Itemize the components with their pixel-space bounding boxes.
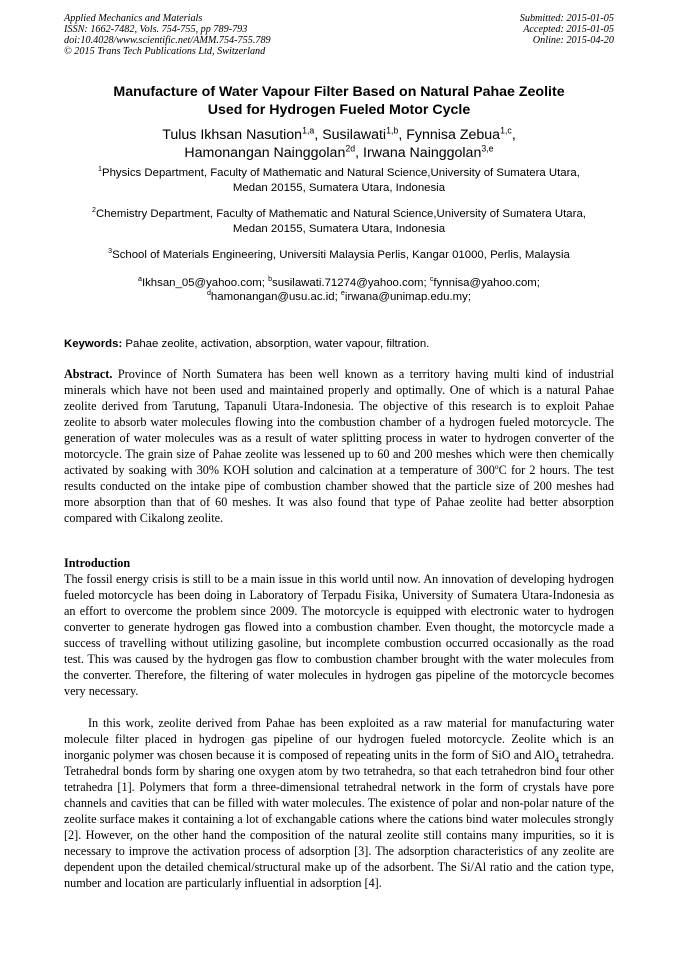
abstract-label: Abstract. xyxy=(64,367,113,381)
online-date: Online: 2015-04-20 xyxy=(532,35,614,46)
affiliation-2 xyxy=(40,207,638,237)
author-emails xyxy=(40,277,638,304)
doi-line: doi:10.4028/www.scientific.net/AMM.754-755.789 xyxy=(64,35,271,46)
affiliation-text: Medan 20155, Sumatera Utara, Indonesia xyxy=(232,223,446,235)
keywords-label: Keywords: xyxy=(64,338,123,350)
email-link[interactable]: hamonangan@usu.ac.id; xyxy=(210,290,341,303)
title-line-1: Manufacture of Water Vapour Filter Based on Natural Pahae Zeolite xyxy=(113,84,565,100)
email-link[interactable]: fynnisa@yahoo.com; xyxy=(433,277,540,289)
author-name: Susilawati xyxy=(322,127,387,143)
affiliation-text: Physics Department, Faculty of Mathematic and Natural Science,University of Sumatera Utara, xyxy=(101,167,580,179)
section-heading-introduction: Introduction xyxy=(64,556,131,570)
affiliation-1 xyxy=(40,166,638,196)
journal-header-left xyxy=(64,13,271,57)
author-affil-sup: 1,a xyxy=(302,125,315,136)
email-link[interactable]: susilawati.71274@yahoo.com; xyxy=(272,277,430,289)
journal-header-right xyxy=(520,13,614,46)
email-link[interactable]: Ikhsan_05@yahoo.com; xyxy=(141,277,269,289)
affiliation-3 xyxy=(40,248,638,263)
author-line-2 xyxy=(40,144,638,162)
abstract xyxy=(64,366,614,526)
abstract-text: C for 2 hours. The test results conducted on the intake pipe of combustion chamber showed that the particle size of 200 meshes had more absorption than that of 60 meshes. It was also found that type of Pahae zeolite had better absorption compared with Cikalong zeolite. xyxy=(64,463,614,525)
author-line-1 xyxy=(40,126,638,144)
author-list xyxy=(40,126,638,162)
affiliation-sup: 1 xyxy=(98,166,102,174)
keywords-text: Pahae zeolite, activation, absorption, water vapour, filtration. xyxy=(122,338,430,350)
affiliation-text: Chemistry Department, Faculty of Mathematic and Natural Science,University of Sumatera Utara, xyxy=(95,208,586,220)
author-affil-sup: 1,c xyxy=(500,125,512,136)
email-sup: e xyxy=(340,289,345,297)
author-affil-sup: 3,e xyxy=(481,143,494,154)
email-sup: d xyxy=(206,289,211,297)
copyright-line: © 2015 Trans Tech Publications Ltd, Switzerland xyxy=(64,46,266,57)
author-name: Hamonangan Nainggolan xyxy=(184,145,346,161)
title-line-2: Used for Hydrogen Fueled Motor Cycle xyxy=(207,102,471,118)
affiliation-sup: 3 xyxy=(108,248,113,256)
author-separator: , xyxy=(355,145,364,161)
email-sup: b xyxy=(268,276,273,284)
author-affil-sup: 2d xyxy=(345,143,356,154)
abstract-text: Province of North Sumatera has been well known as a territory having multi kind of industrial minerals which have not been used and maintained properly and optimally. One of which is a natural Pahae zeolite derived from Tarutung, Tapanuli Utara-Indonesia. The objective of this research is to exploit Pahae zeolite to absorb water molecules flowing into the combustion chamber of a hydrogen fueled motorcycle. The generation of water molecules was as a result of water splitting process in water to hydrogen converter of the motorcycle. The grain size of Pahae zeolite was lessened up to 60 and 200 meshes which were then chemically activated by soaking with 30% KOH solution and calcination at a temperature of 300 xyxy=(64,367,614,477)
author-separator: , xyxy=(398,127,407,143)
submitted-date: Submitted: 2015-01-05 xyxy=(519,13,614,24)
author-separator: , xyxy=(314,127,323,143)
affiliation-text: Medan 20155, Sumatera Utara, Indonesia xyxy=(232,182,446,194)
affiliation-sup: 2 xyxy=(92,207,96,215)
degree-sup: o xyxy=(494,461,499,471)
intro-paragraph-2 xyxy=(64,715,614,891)
email-sup: c xyxy=(429,276,434,284)
subscript: 4 xyxy=(554,755,560,765)
keywords xyxy=(64,337,614,351)
author-name: Irwana Nainggolan xyxy=(363,145,482,161)
author-name: Fynnisa Zebua xyxy=(406,127,501,143)
email-link[interactable]: irwana@unimap.edu.my; xyxy=(344,290,471,303)
affiliation-text: School of Materials Engineering, Universiti Malaysia Perlis, Kangar 01000, Perlis, Malaysia xyxy=(112,249,570,261)
email-sup: a xyxy=(138,276,142,284)
paper-title xyxy=(40,83,638,119)
author-affil-sup: 1,b xyxy=(386,125,399,136)
paragraph-text: In this work, zeolite derived from Pahae has been exploited as a raw material for manufacturing water molecule filter placed in hydrogen gas pipeline of our hydrogen fueled motorcycle. Zeolite which is an inorganic polymer was chosen because it is composed of repeating units in the form of SiO and AlO xyxy=(64,716,614,762)
intro-paragraph-1: The fossil energy crisis is still to be a main issue in this world until now. An innovation of developing hydrogen fueled motorcycle has been doing in Laboratory of Terpadu Fisika, University of Sumatera Utara-Indonesia as an effort to overcome the problem since 2009. The motorcycle is equipped with electronic water to hydrogen converter to generate hydrogen gas flowed into a combustion chamber. Even thought, the motorcycle made a success of travelling without utilizing gasoline, but incomplete combustion occurred occasionally as the road test. This was caused by the hydrogen gas flow to combustion chamber brought with the water molecules from the converter. Therefore, the filtering of water molecules in hydrogen gas pipeline of the motorcycle becomes very necessary. xyxy=(64,572,614,698)
journal-name: Applied Mechanics and Materials xyxy=(64,13,203,24)
accepted-date: Accepted: 2015-01-05 xyxy=(523,24,614,35)
author-name: Tulus Ikhsan Nasution xyxy=(162,127,303,143)
paragraph-text: tetrahedra. Tetrahedral bonds form by sharing one oxygen atom by two tetrahedra, so that each tetrahedron bind four other tetrahedra [1]. Polymers that form a three-dimensional tetrahedral network in the form of crystals have pore channels and cavities that can be filled with water molecules. The existence of polar and non-polar nature of the zeolite surface makes it containing a lot of exchangable cations where the cations bind water molecules strongly [2]. However, on the other hand the composition of the natural zeolite still contains many impurities, so it is necessary to improve the activation process of adsorption [3]. The adsorption characteristics of any zeolite are dependent upon the detailed chemical/structural make up of the adsorbent. The Si/Al ratio and the cation type, number and location are particularly influential in adsorption [4]. xyxy=(64,748,614,890)
author-separator: , xyxy=(511,127,516,143)
issn-line: ISSN: 1662-7482, Vols. 754-755, pp 789-793 xyxy=(64,24,248,35)
